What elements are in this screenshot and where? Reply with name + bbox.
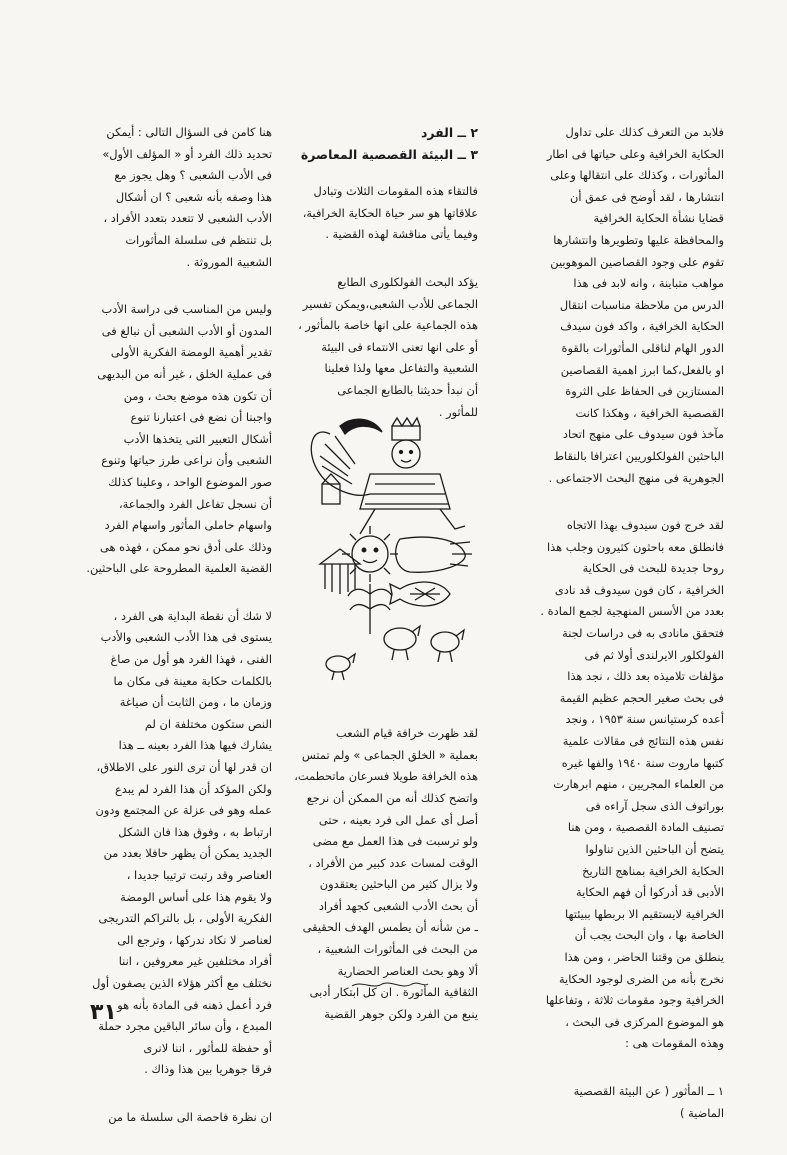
text-line: ينطلق من وقتنا الحاضر ، ومن هذا (564, 949, 724, 964)
text-line: الأدب الشعبى لا تتعدد بتعدد الأفراد ، (103, 211, 272, 226)
text-line: روحا جديدة للبحث فى الحكاية (582, 561, 724, 576)
folk-art-illustration (300, 414, 475, 684)
text-line: المبدع ، وأن سائر الباقين مجرد حملة (98, 1019, 272, 1034)
text-line: ولا يقوم هذا على أساس الومضة (120, 889, 272, 904)
text-line: أو على انها تعنى الانتماء فى البيئة (321, 339, 478, 354)
decorative-squiggle (350, 978, 430, 992)
text-line: الخاصة بها ، وان البحث يجب أن (574, 928, 724, 943)
text-line: ان نظرة فاحصة الى سلسلة ما من (108, 1109, 272, 1124)
text-line: الجوهرية فى منهج البحث الاجتماعى . (548, 470, 724, 485)
text-line: تحديد ذلك الفرد أو « المؤلف الأول» (102, 146, 272, 161)
paragraph (286, 181, 478, 246)
paragraph (492, 122, 724, 489)
text-line: ولا يزال كثير من الباحثين يعتقدون (319, 877, 478, 892)
text-line: فى الأدب الشعبى ؟ وهل يجوز مع (114, 168, 272, 183)
text-line: الفكرية الأولى ، بل بالتراكم التدريجى (98, 911, 272, 926)
text-line: العناصر وقد رتبت ترتيبا جديدا ، (126, 868, 272, 882)
text-line: بعملية « الخلق الجماعى » ولم تمتس (301, 747, 478, 762)
text-line: المستازين فى الحفاظ على الثروة (565, 384, 724, 399)
text-line: وليس من المناسب فى دراسة الأدب (101, 302, 272, 317)
text-line: الخرافية لايستقيم الا بربطها ببيئتها (565, 906, 724, 921)
text-line: أن نبدأ حديثنا بالطابع الجماعى (337, 382, 478, 397)
text-line: فى عملية الخلق ، غير أنه من البديهى (97, 366, 272, 381)
text-line: الجماعى للأدب الشعبى،ويمكن تفسير (302, 296, 478, 311)
text-line: أن تكون هذه موضع بحث ، ومن (123, 388, 272, 403)
text-line: يستوى فى هذا الأدب الشعبى والأدب (100, 630, 272, 645)
text-line: الحكاية الخرافية ، واكد فون سيدف (560, 319, 724, 334)
text-line: الدرس من ملاحظة مناسبات انتقال (559, 297, 724, 312)
text-line: عمله وهو فى عزلة عن المجتمع ودون (95, 803, 272, 818)
text-line: الأدبى قد أدركوا أن فهم الحكاية (576, 885, 724, 900)
paragraph (82, 1107, 272, 1129)
text-line: مآخذ فون سيدوف على منهج اتحاد (562, 427, 724, 442)
text-line: الدور الهام لناقلى المأثورات بالقوة (561, 340, 724, 355)
text-line: الشعبية الموروثة . (186, 254, 272, 269)
text-line: تقوم على وجود القصاصين الموهوبين (550, 254, 724, 269)
text-line: وزمان ما ، ومن الثابت أن صياغة (119, 695, 272, 710)
text-line: لا شك أن نقطة البداية هى الفرد ، (113, 608, 272, 623)
text-line: لعناصر لا نكاد ندركها ، وترجع الى (117, 932, 272, 947)
text-line: أصل أى عمل الى فرد بعينه ، حتى (318, 812, 478, 827)
text-line: للمأثور . (438, 404, 478, 419)
text-line: بالكلمات حكاية معينة فى مكان ما (113, 673, 272, 688)
text-line: هذه الجماعية على انها خاصة بالمأثور ، (298, 318, 478, 333)
text-line: يتضح أن الباحثين الذين تناولوا (585, 842, 724, 856)
text-line: نخرج بأنه من الضرى لوجود الحكاية (558, 971, 724, 986)
text-line: فى بحث صغير الحجم عظيم القيمة (559, 690, 724, 705)
text-line: بعدد من الأسس المنهجية لجمع المادة . (540, 604, 724, 619)
text-line: هو الموضوع المركزى فى البحث ، (565, 1014, 724, 1029)
text-line: صور الموضوع الواحد ، وعلينا كذلك (108, 474, 272, 489)
paragraph (82, 122, 272, 273)
paragraph (286, 272, 478, 423)
text-line: مؤلفات تلاميذه بعد ذلك ، نجد هذا (567, 669, 724, 684)
text-line: ألا وهو بحث العناصر الحضارية (337, 963, 478, 978)
text-line: لقد خرج فون سيدوف بهذا الاتجاه (566, 518, 724, 533)
text-line: المأثورات ، وكذلك على انتقالها وعلى (550, 168, 724, 183)
text-line: او بالفعل،كما ابرز اهمية القصاصين (560, 362, 724, 377)
text-line: فتحقق مانادى به فى دراسات لجنة (562, 626, 724, 641)
page-number: ٣١ (90, 1000, 117, 1025)
text-line: الشعبية والتفاعل معها ولذا فعلينا (324, 361, 478, 376)
text-line: الخرافية وجود مقومات ثلاثة ، وتفاعلها (545, 993, 724, 1008)
text-line: ولو ترسبت فى هذا العمل مع مضى (312, 834, 478, 849)
text-line: الفنى ، فهذا الفرد هو أول من صاغ (110, 652, 272, 667)
paragraph (82, 299, 272, 580)
text-line: المدون أو الأدب الشعبى أن نبالغ فى (101, 323, 272, 338)
text-line: واسهام حاملى المأثور واسهام الفرد (104, 518, 272, 533)
text-line: فالتقاء هذه المقومات الثلاث وتبادل (313, 184, 478, 199)
text-line: ولكن المؤكد أن هذا الفرد لم يبدع (114, 781, 272, 796)
text-line: وفيما يأتى مناقشة لهذه القضية . (325, 227, 478, 242)
text-line: ـ من شأنه أن يطمس الهدف الحقيقى (302, 920, 478, 935)
text-line: أشكال التعبير التى يتخذها الأدب (123, 431, 272, 446)
text-line: ارتباط به ، وفوق هذا فان الشكل (118, 824, 272, 839)
text-line: ان قدر لها أن ترى النور على الاطلاق، (96, 760, 272, 775)
text-line: كتبها ماروت سنة ١٩٤٠ والفها غيره (561, 755, 724, 770)
text-line: هنا كامن فى السؤال التالى : أيمكن (106, 125, 272, 139)
text-line: الماضية ) (680, 1105, 724, 1120)
text-line: الحكاية الخرافية وعلى حياتها فى اطار (546, 146, 724, 161)
text-line: نختلف مع أكثر هؤلاء الذين يصفون أول (92, 975, 272, 990)
text-line: فانطلق معه باحثون كثيرون وجلب هذا (547, 539, 724, 554)
text-line: القضية العلمية المطروحة على الباحثين. (86, 561, 272, 576)
text-line: الثقافية المأثورة . ان كل ابتكار أدبى (309, 985, 478, 1000)
text-line: الحكاية الخرافية بمناهج التاريخ (582, 863, 724, 878)
text-line: علاقاتها هو سر حياة الحكاية الخرافية، (302, 205, 478, 220)
text-column-right (492, 122, 724, 1150)
text-line: الجديد يمكن أن يظهر حافلا بعدد من (103, 846, 272, 861)
text-line: ١ ــ المأثور ( عن البيئة القصصية (573, 1083, 724, 1098)
text-line: واجبنا أن نضع فى اعتبارنا تنوع (130, 410, 272, 425)
text-line: النص ستكون مختلفة ان لم (144, 716, 272, 731)
text-line: أعده كرستيانس سنة ١٩٥٣ ، ونجد (565, 712, 724, 727)
text-line: تقدير أهمية الومضة الفكرية الأولى (110, 345, 272, 360)
text-line: ينبع من الفرد ولكن جوهر القضية (324, 1006, 478, 1021)
text-line: الفولكلور الايرلندى أولا ثم فى (584, 647, 724, 662)
text-line: القصصية الخرافية ، وهكذا كانت (575, 405, 724, 420)
text-line: مواهب متباينة ، وانه لابد فى هذا (573, 276, 724, 291)
section-heading: ٣ ــ البيئة القصصية المعاصرة (300, 146, 478, 162)
text-line: من البحث فى المأثورات الشعبية ، (317, 942, 478, 957)
text-line: يشارك فيها هذا الفرد بعينه ــ هذا (118, 738, 272, 753)
text-line: أفراد مختلفين غير معروفين ، اننا (118, 954, 272, 969)
text-line: الوقت لمسات عدد كبير من الأفراد ، (308, 855, 478, 870)
text-line: انتشارها ، لقد أوضح فى عمق أن (569, 189, 724, 204)
text-line: فرد أعمل ذهنه فى المادة بأنه هو (117, 997, 272, 1012)
text-line: الباحثين الفولكلوريين اعترافا بالنقاط (553, 448, 724, 463)
text-line: أن بحث الأدب الشعبى كجهد أفراد (318, 898, 478, 913)
section-heading: ٢ ــ الفرد (420, 125, 478, 140)
text-line: تصنيف المادة القصصية ، ومن هنا (567, 820, 724, 835)
paragraph (492, 515, 724, 1055)
text-line: والمحافظة عليها وتطويرها وانتشارها (553, 232, 724, 247)
text-line: بل تنتظم فى سلسلة المأثورات (125, 232, 272, 247)
text-line: أو حفظة للمأثور ، اننا لانرى (143, 1040, 272, 1055)
text-line: وهذه المقومات هى : (625, 1036, 724, 1051)
text-line: لقد ظهرت خرافة قيام الشعب (336, 726, 478, 741)
text-line: قضايا نشأة الحكاية الخرافية (593, 211, 724, 226)
text-line: نفس هذه النتائج فى مقالات علمية (562, 734, 724, 749)
text-line: فلابد من التعرف كذلك على تداول (565, 125, 724, 139)
text-line: فرقا جوهريا بين هذا وذاك . (144, 1062, 272, 1077)
text-line: واتضح كذلك أنه من الممكن أن نرجع (306, 790, 478, 805)
text-line: الخرافية ، كان فون سيدوف قد نادى (554, 582, 724, 597)
text-line: هذه الخرافة طويلا فسرعان ماتحطمت، (294, 769, 478, 784)
list-item (492, 1081, 724, 1124)
text-line: يؤكد البحث الفولكلورى الطابع (337, 274, 478, 289)
text-line: أن نسجل تفاعل الفرد والجماعة، (118, 496, 272, 511)
text-line: من العلماء المجريين ، منهم ابرهارت (553, 777, 724, 792)
text-line: بوراتوف الذى سجل آراءه فى (585, 798, 724, 813)
text-line: وذلك على أدق نحو ممكن ، فهذه هى (100, 539, 272, 554)
text-line: هذا وصفه بأنه شعبى ؟ ان أشكال (115, 189, 272, 204)
text-line: الشعبى وأن نراعى طرز حياتها وتنوع (101, 453, 272, 468)
